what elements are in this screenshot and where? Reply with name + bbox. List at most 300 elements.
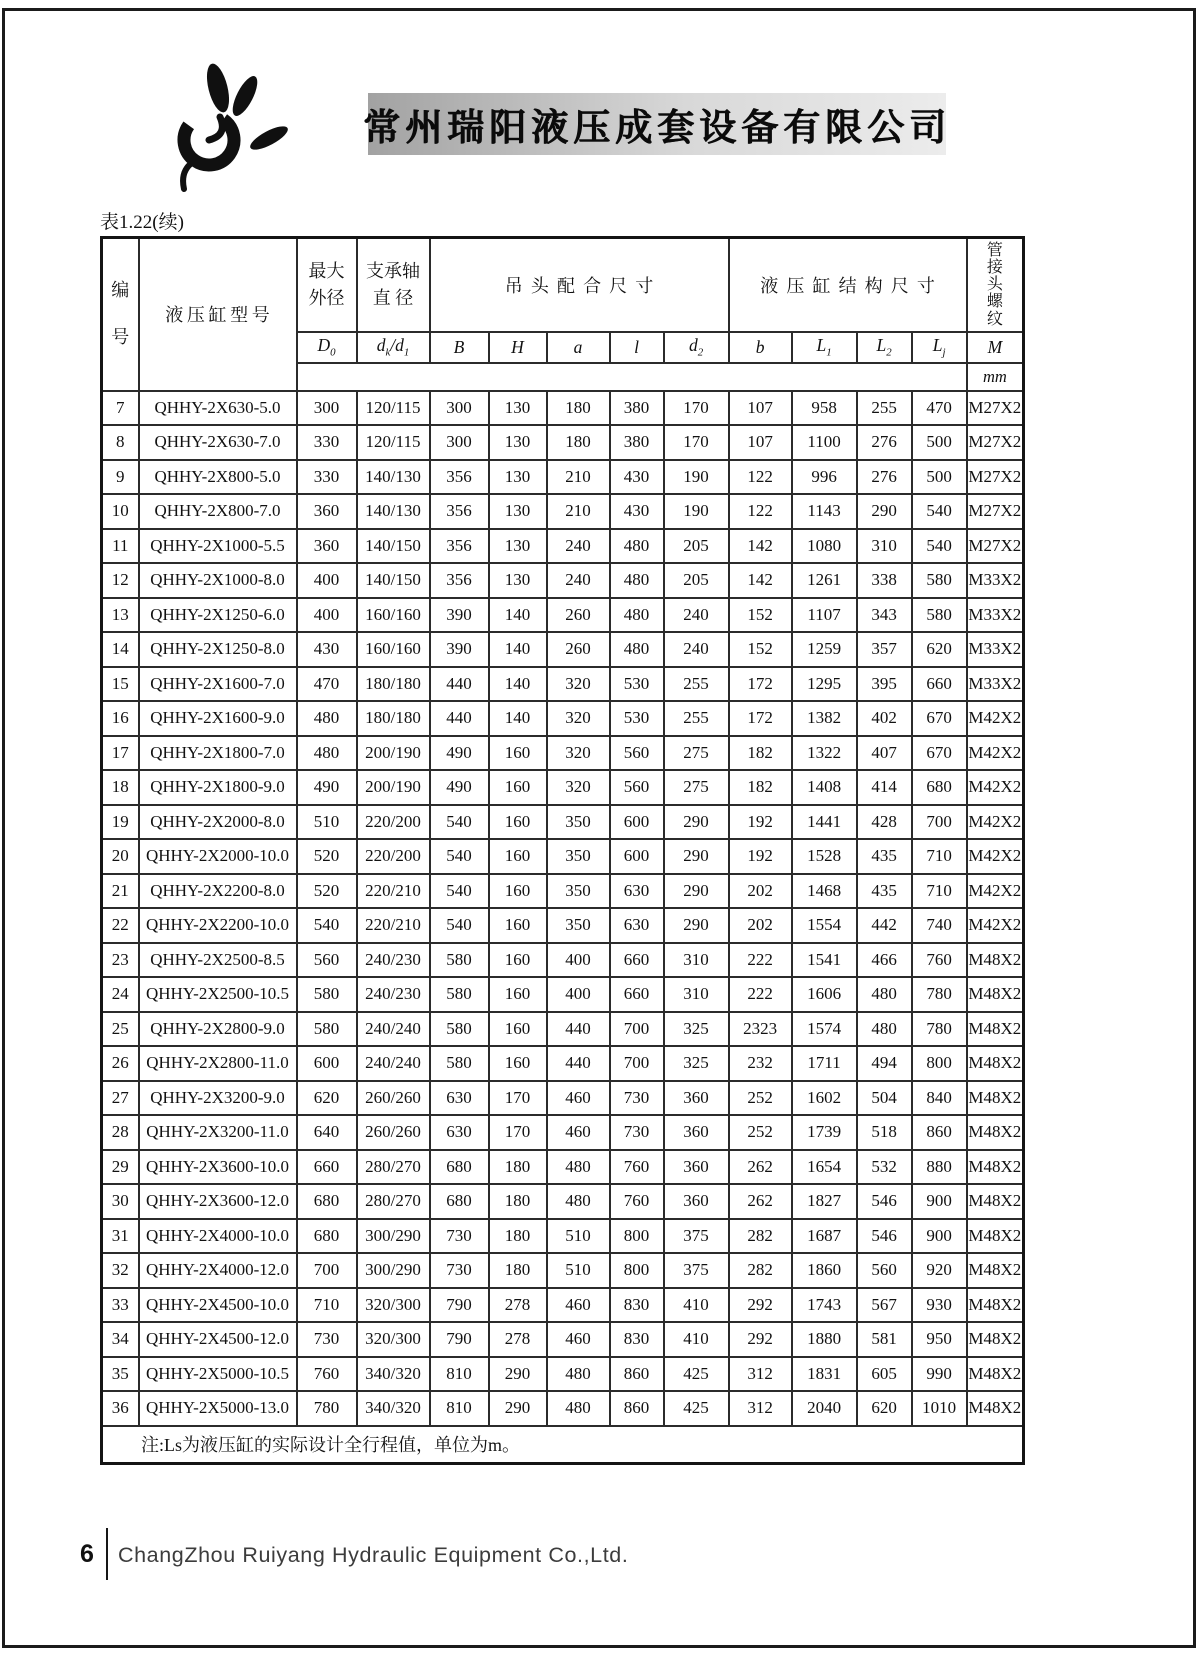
table-row [102, 1150, 1024, 1185]
table-cell: 2323 [729, 1012, 792, 1047]
table-cell: 670 [912, 701, 967, 736]
table-cell: 107 [729, 391, 792, 426]
table-cell: 356 [430, 563, 489, 598]
table-row [102, 977, 1024, 1012]
table-cell: 800 [610, 1253, 664, 1288]
table-cell: M48X2 [967, 1391, 1024, 1426]
table-cell: 540 [430, 805, 489, 840]
table-cell: 280/270 [357, 1184, 430, 1219]
table-cell: 1711 [792, 1046, 857, 1081]
table-cell: 620 [912, 632, 967, 667]
table-cell: 660 [912, 667, 967, 702]
table-cell: 200/190 [357, 770, 430, 805]
table-cell: 12 [102, 563, 139, 598]
table-cell: 232 [729, 1046, 792, 1081]
table-cell: 620 [857, 1391, 912, 1426]
table-row [102, 1253, 1024, 1288]
table-cell: 31 [102, 1219, 139, 1254]
units-spacer [297, 363, 967, 391]
table-cell: 205 [664, 563, 729, 598]
table-cell: QHHY-2X5000-10.5 [139, 1357, 297, 1392]
table-cell: 395 [857, 667, 912, 702]
table-cell: 260/260 [357, 1081, 430, 1116]
table-cell: 350 [547, 839, 610, 874]
table-cell: 276 [857, 460, 912, 495]
table-row [102, 425, 1024, 460]
table-cell: 180 [547, 425, 610, 460]
table-cell: 1143 [792, 494, 857, 529]
table-cell: 130 [489, 460, 547, 495]
table-cell: 292 [729, 1288, 792, 1323]
table-cell: 630 [610, 874, 664, 909]
header-max-od: 最大 外径 [297, 238, 357, 332]
table-cell: QHHY-2X2000-8.0 [139, 805, 297, 840]
table-cell: 1541 [792, 943, 857, 978]
symbol-L2: $L_2$ [857, 332, 912, 363]
table-cell: 8 [102, 425, 139, 460]
table-cell: 460 [547, 1288, 610, 1323]
table-cell: 442 [857, 908, 912, 943]
table-cell: 466 [857, 943, 912, 978]
table-row [102, 1288, 1024, 1323]
table-cell: 780 [912, 1012, 967, 1047]
table-cell: 360 [297, 529, 357, 564]
table-cell: 140/130 [357, 494, 430, 529]
table-cell: 120/115 [357, 391, 430, 426]
table-cell: 290 [664, 805, 729, 840]
table-cell: 540 [297, 908, 357, 943]
table-cell: 360 [664, 1150, 729, 1185]
table-cell: 1382 [792, 701, 857, 736]
table-cell: 1441 [792, 805, 857, 840]
table-cell: 580 [912, 563, 967, 598]
table-cell: 400 [297, 598, 357, 633]
table-cell: 170 [664, 425, 729, 460]
table-cell: 1860 [792, 1253, 857, 1288]
table-cell: 260 [547, 598, 610, 633]
table-cell: 130 [489, 391, 547, 426]
table-cell: 1880 [792, 1322, 857, 1357]
table-cell: QHHY-2X2000-10.0 [139, 839, 297, 874]
table-row [102, 632, 1024, 667]
table-cell: 26 [102, 1046, 139, 1081]
table-cell: QHHY-2X3200-9.0 [139, 1081, 297, 1116]
table-cell: 518 [857, 1115, 912, 1150]
table-cell: 402 [857, 701, 912, 736]
table-cell: 180 [489, 1184, 547, 1219]
company-banner [363, 93, 951, 155]
table-cell: 1554 [792, 908, 857, 943]
table-cell: 480 [610, 598, 664, 633]
table-cell: 140 [489, 598, 547, 633]
table-cell: 260/260 [357, 1115, 430, 1150]
table-cell: M48X2 [967, 1150, 1024, 1185]
table-cell: 15 [102, 667, 139, 702]
table-cell: 160 [489, 736, 547, 771]
table-cell: 660 [297, 1150, 357, 1185]
header-model: 液压缸型号 [139, 238, 297, 391]
table-cell: M48X2 [967, 1219, 1024, 1254]
table-cell: 292 [729, 1322, 792, 1357]
table-cell: 200/190 [357, 736, 430, 771]
table-cell: 320 [547, 770, 610, 805]
table-cell: 790 [430, 1322, 489, 1357]
table-cell: 310 [664, 943, 729, 978]
table-cell: 430 [297, 632, 357, 667]
table-cell: 325 [664, 1012, 729, 1047]
table-cell: 480 [297, 701, 357, 736]
table-cell: QHHY-2X630-7.0 [139, 425, 297, 460]
table-cell: 260 [547, 632, 610, 667]
table-cell: 660 [610, 977, 664, 1012]
table-cell: 470 [912, 391, 967, 426]
header-thread: 管接头螺纹 [967, 238, 1024, 332]
table-cell: M48X2 [967, 1081, 1024, 1116]
table-cell: 1831 [792, 1357, 857, 1392]
table-cell: 170 [489, 1115, 547, 1150]
table-cell: 710 [912, 839, 967, 874]
table-cell: 400 [547, 943, 610, 978]
table-cell: 680 [430, 1150, 489, 1185]
table-cell: QHHY-2X2800-11.0 [139, 1046, 297, 1081]
table-cell: QHHY-2X630-5.0 [139, 391, 297, 426]
table-cell: 140 [489, 632, 547, 667]
table-cell: M48X2 [967, 1115, 1024, 1150]
table-title: 表1.22(续) [100, 212, 184, 233]
table-cell: 29 [102, 1150, 139, 1185]
table-cell: 320 [547, 736, 610, 771]
table-cell: 350 [547, 805, 610, 840]
table-cell: 343 [857, 598, 912, 633]
table-cell: 325 [664, 1046, 729, 1081]
table-cell: 312 [729, 1391, 792, 1426]
table-cell: 580 [430, 943, 489, 978]
table-cell: 140 [489, 667, 547, 702]
table-cell: 160 [489, 1012, 547, 1047]
table-cell: M33X2 [967, 632, 1024, 667]
symbol-D0: $D_0$ [297, 332, 357, 363]
table-cell: 290 [664, 874, 729, 909]
table-cell: 380 [610, 391, 664, 426]
table-cell: 160 [489, 977, 547, 1012]
table-row [102, 736, 1024, 771]
table-cell: 600 [610, 839, 664, 874]
table-cell: 1574 [792, 1012, 857, 1047]
table-cell: 356 [430, 529, 489, 564]
table-cell: 192 [729, 839, 792, 874]
company-logo-icon [152, 62, 300, 192]
table-cell: 710 [912, 874, 967, 909]
table-row [102, 391, 1024, 426]
table-cell: 190 [664, 460, 729, 495]
table-cell: 290 [857, 494, 912, 529]
table-cell: 1408 [792, 770, 857, 805]
table-cell: 130 [489, 529, 547, 564]
table-cell: 546 [857, 1219, 912, 1254]
note-row [102, 1426, 1024, 1464]
table-cell: M42X2 [967, 770, 1024, 805]
table-cell: 252 [729, 1115, 792, 1150]
table-cell: 24 [102, 977, 139, 1012]
table-cell: 630 [430, 1115, 489, 1150]
table-cell: 480 [547, 1150, 610, 1185]
table-cell: QHHY-2X1600-7.0 [139, 667, 297, 702]
table-cell: 300/290 [357, 1219, 430, 1254]
table-cell: 1654 [792, 1150, 857, 1185]
table-cell: 390 [430, 598, 489, 633]
table-cell: 410 [664, 1288, 729, 1323]
table-cell: M48X2 [967, 1184, 1024, 1219]
table-cell: 36 [102, 1391, 139, 1426]
table-cell: 494 [857, 1046, 912, 1081]
table-cell: QHHY-2X2200-8.0 [139, 874, 297, 909]
table-cell: 990 [912, 1357, 967, 1392]
table-cell: 33 [102, 1288, 139, 1323]
table-cell: 282 [729, 1219, 792, 1254]
table-cell: 130 [489, 563, 547, 598]
table-cell: 410 [664, 1322, 729, 1357]
table-row [102, 598, 1024, 633]
table-cell: 540 [912, 529, 967, 564]
table-cell: 414 [857, 770, 912, 805]
table-cell: 240 [547, 529, 610, 564]
table-cell: 375 [664, 1253, 729, 1288]
table-cell: 530 [610, 701, 664, 736]
table-cell: 1261 [792, 563, 857, 598]
table-cell: 780 [297, 1391, 357, 1426]
table-cell: QHHY-2X4500-10.0 [139, 1288, 297, 1323]
table-cell: 22 [102, 908, 139, 943]
table-cell: 920 [912, 1253, 967, 1288]
table-cell: 510 [547, 1253, 610, 1288]
table-cell: 320/300 [357, 1322, 430, 1357]
table-cell: 360 [664, 1081, 729, 1116]
table-cell: 660 [610, 943, 664, 978]
table-cell: 840 [912, 1081, 967, 1116]
table-cell: M48X2 [967, 977, 1024, 1012]
table-cell: 120/115 [357, 425, 430, 460]
table-cell: M48X2 [967, 1012, 1024, 1047]
table-cell: 180 [489, 1150, 547, 1185]
table-cell: QHHY-2X1800-7.0 [139, 736, 297, 771]
symbol-Lj: $L_j$ [912, 332, 967, 363]
table-cell: 480 [547, 1357, 610, 1392]
table-cell: 460 [547, 1115, 610, 1150]
table-cell: 160 [489, 908, 547, 943]
table-body [102, 391, 1024, 1426]
table-cell: 320 [547, 667, 610, 702]
table-row [102, 1012, 1024, 1047]
table-cell: 780 [912, 977, 967, 1012]
table-cell: 440 [547, 1046, 610, 1081]
table-cell: 276 [857, 425, 912, 460]
table-cell: 152 [729, 598, 792, 633]
table-cell: 407 [857, 736, 912, 771]
table-row [102, 494, 1024, 529]
table-cell: 490 [430, 736, 489, 771]
table-cell: 1080 [792, 529, 857, 564]
table-cell: 290 [489, 1357, 547, 1392]
table-cell: 400 [547, 977, 610, 1012]
table-cell: 480 [857, 1012, 912, 1047]
header-no-char1: 编 [111, 280, 130, 301]
table-cell: 480 [857, 977, 912, 1012]
table-cell: 130 [489, 494, 547, 529]
table-cell: 172 [729, 701, 792, 736]
table-cell: 32 [102, 1253, 139, 1288]
table-cell: 710 [297, 1288, 357, 1323]
table-cell: M48X2 [967, 943, 1024, 978]
table-cell: QHHY-2X1800-9.0 [139, 770, 297, 805]
table-row [102, 701, 1024, 736]
table-cell: 182 [729, 770, 792, 805]
table-cell: 312 [729, 1357, 792, 1392]
table-row [102, 563, 1024, 598]
table-cell: 350 [547, 874, 610, 909]
table-cell: M27X2 [967, 529, 1024, 564]
table-cell: 480 [610, 529, 664, 564]
table-cell: 14 [102, 632, 139, 667]
table-cell: 760 [912, 943, 967, 978]
table-cell: 252 [729, 1081, 792, 1116]
table-cell: 730 [430, 1253, 489, 1288]
table-cell: 600 [297, 1046, 357, 1081]
table-cell: 680 [912, 770, 967, 805]
table-row [102, 1219, 1024, 1254]
table-cell: 580 [430, 977, 489, 1012]
table-row [102, 1391, 1024, 1426]
table-cell: 605 [857, 1357, 912, 1392]
table-cell: 860 [912, 1115, 967, 1150]
table-cell: 730 [430, 1219, 489, 1254]
table-cell: QHHY-2X5000-13.0 [139, 1391, 297, 1426]
table-cell: 1602 [792, 1081, 857, 1116]
table-cell: 290 [664, 839, 729, 874]
table-cell: 730 [297, 1322, 357, 1357]
symbol-b: b [729, 332, 792, 363]
table-cell: 275 [664, 770, 729, 805]
table-row [102, 908, 1024, 943]
table-cell: 520 [297, 874, 357, 909]
table-cell: 140/130 [357, 460, 430, 495]
table-cell: 220/210 [357, 874, 430, 909]
table-cell: 220/210 [357, 908, 430, 943]
table-cell: 172 [729, 667, 792, 702]
table-cell: 160/160 [357, 632, 430, 667]
table-cell: 300 [297, 391, 357, 426]
table-cell: M42X2 [967, 874, 1024, 909]
table-cell: 9 [102, 460, 139, 495]
table-cell: QHHY-2X2500-10.5 [139, 977, 297, 1012]
table-cell: 470 [297, 667, 357, 702]
table-cell: 600 [610, 805, 664, 840]
table-cell: 140/150 [357, 563, 430, 598]
table-cell: 17 [102, 736, 139, 771]
table-cell: 20 [102, 839, 139, 874]
table-row [102, 1357, 1024, 1392]
table-cell: 278 [489, 1288, 547, 1323]
table-cell: 275 [664, 736, 729, 771]
table-cell: 262 [729, 1184, 792, 1219]
table-cell: 540 [912, 494, 967, 529]
table-cell: 360 [664, 1184, 729, 1219]
table-cell: 480 [547, 1184, 610, 1219]
table-cell: 560 [857, 1253, 912, 1288]
table-cell: M27X2 [967, 460, 1024, 495]
table-row [102, 1115, 1024, 1150]
page-number: 6 [80, 1540, 94, 1568]
table-cell: M42X2 [967, 736, 1024, 771]
table-cell: M48X2 [967, 1253, 1024, 1288]
table-cell: 1827 [792, 1184, 857, 1219]
table-row [102, 805, 1024, 840]
table-cell: M42X2 [967, 701, 1024, 736]
table-cell: QHHY-2X1000-5.5 [139, 529, 297, 564]
table-cell: 504 [857, 1081, 912, 1116]
table-row [102, 460, 1024, 495]
symbol-a: a [547, 332, 610, 363]
table-cell: M48X2 [967, 1288, 1024, 1323]
table-cell: 930 [912, 1288, 967, 1323]
header-group-structure: 液压缸结构尺寸 [729, 238, 967, 332]
table-cell: 310 [857, 529, 912, 564]
table-cell: 330 [297, 425, 357, 460]
table-cell: 360 [297, 494, 357, 529]
table-cell: 580 [912, 598, 967, 633]
table-cell: 330 [297, 460, 357, 495]
table-cell: 350 [547, 908, 610, 943]
table-cell: M42X2 [967, 805, 1024, 840]
table-row [102, 1184, 1024, 1219]
table-cell: 546 [857, 1184, 912, 1219]
table-cell: 425 [664, 1391, 729, 1426]
header-no [102, 238, 139, 391]
table-cell: 480 [297, 736, 357, 771]
table-cell: 180/180 [357, 667, 430, 702]
table-cell: 28 [102, 1115, 139, 1150]
table-cell: 1606 [792, 977, 857, 1012]
table-cell: 950 [912, 1322, 967, 1357]
symbol-H: H [489, 332, 547, 363]
table-cell: 1739 [792, 1115, 857, 1150]
table-cell: 530 [610, 667, 664, 702]
table-cell: 630 [430, 1081, 489, 1116]
table-cell: 380 [610, 425, 664, 460]
footer-divider [106, 1528, 108, 1580]
table-cell: 16 [102, 701, 139, 736]
table-cell: 375 [664, 1219, 729, 1254]
header-group-lifting: 吊头配合尺寸 [430, 238, 729, 332]
table-cell: 490 [430, 770, 489, 805]
table-cell: M48X2 [967, 1046, 1024, 1081]
table-cell: 435 [857, 839, 912, 874]
company-name-en: ChangZhou Ruiyang Hydraulic Equipment Co.,Ltd. [118, 1543, 629, 1567]
table-cell: 210 [547, 494, 610, 529]
table-cell: 760 [610, 1150, 664, 1185]
table-cell: 500 [912, 460, 967, 495]
table-cell: QHHY-2X4000-12.0 [139, 1253, 297, 1288]
table-cell: 255 [664, 667, 729, 702]
table-cell: 700 [610, 1012, 664, 1047]
table-cell: 25 [102, 1012, 139, 1047]
table-cell: 880 [912, 1150, 967, 1185]
table-cell: 300 [430, 425, 489, 460]
table-cell: 357 [857, 632, 912, 667]
table-cell: 510 [547, 1219, 610, 1254]
table-cell: 240 [664, 632, 729, 667]
table-cell: QHHY-2X2200-10.0 [139, 908, 297, 943]
table-cell: QHHY-2X4500-12.0 [139, 1322, 297, 1357]
